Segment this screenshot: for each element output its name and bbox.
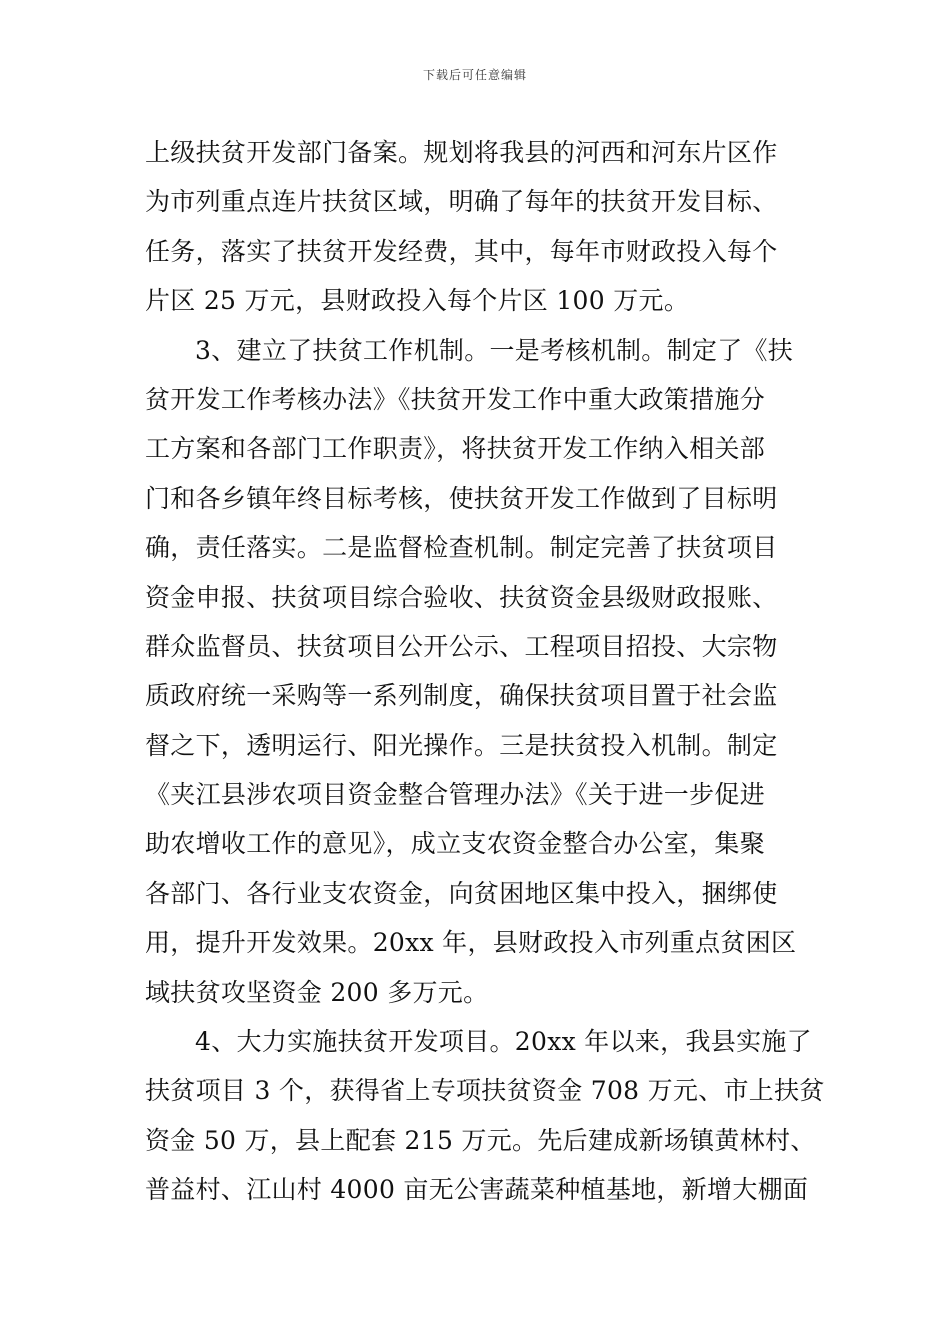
text-line: 资金申报、扶贫项目综合验收、扶贫资金县级财政报账、: [145, 582, 778, 612]
text-line: 上级扶贫开发部门备案。规划将我县的河西和河东片区作: [145, 138, 778, 167]
document-body: [145, 128, 825, 1215]
text-line: 域扶贫攻坚资金 200 多万元。: [145, 977, 489, 1007]
text-line: 质政府统一采购等一系列制度，确保扶贫项目置于社会监: [145, 681, 778, 711]
header-note: 下载后可任意编辑: [422, 68, 527, 82]
text-line: 工方案和各部门工作职责》，将扶贫开发工作纳入相关部: [145, 434, 766, 464]
text-line: 各部门、各行业支农资金，向贫困地区集中投入，捆绑使: [145, 878, 778, 908]
text-line: 为市列重点连片扶贫区域，明确了每年的扶贫开发目标、: [145, 187, 778, 217]
text-line: 群众监督员、扶贫项目公开公示、工程项目招投、大宗物: [145, 631, 778, 661]
text-line: 贫开发工作考核办法》《扶贫开发工作中重大政策措施分: [145, 384, 766, 414]
text-line: 资金 50 万，县上配套 215 万元。先后建成新场镇黄林村、: [145, 1125, 816, 1155]
paragraph-start-line: 4、大力实施扶贫开发项目。20xx 年以来，我县实施了: [195, 1027, 812, 1057]
text-line: 用，提升开发效果。20xx 年，县财政投入市列重点贫困区: [145, 928, 797, 958]
text-line: 扶贫项目 3 个，获得省上专项扶贫资金 708 万元、市上扶贫: [145, 1076, 825, 1106]
text-line: 任务，落实了扶贫开发经费，其中，每年市财政投入每个: [145, 236, 778, 266]
text-line: 助农增收工作的意见》，成立支农资金整合办公室，集聚: [145, 829, 766, 859]
text-line: 确，责任落实。二是监督检查机制。制定完善了扶贫项目: [145, 533, 778, 563]
text-line: 门和各乡镇年终目标考核，使扶贫开发工作做到了目标明: [145, 483, 778, 513]
text-line: 督之下，透明运行、阳光操作。三是扶贫投入机制。制定: [145, 730, 778, 760]
text-line: 普益村、江山村 4000 亩无公害蔬菜种植基地，新增大棚面: [145, 1175, 809, 1205]
text-line: 片区 25 万元，县财政投入每个片区 100 万元。: [145, 286, 690, 316]
paragraph-start-line: 3、建立了扶贫工作机制。一是考核机制。制定了《扶: [195, 335, 794, 365]
text-line: 《夹江县涉农项目资金整合管理办法》《关于进一步促进: [145, 780, 766, 810]
